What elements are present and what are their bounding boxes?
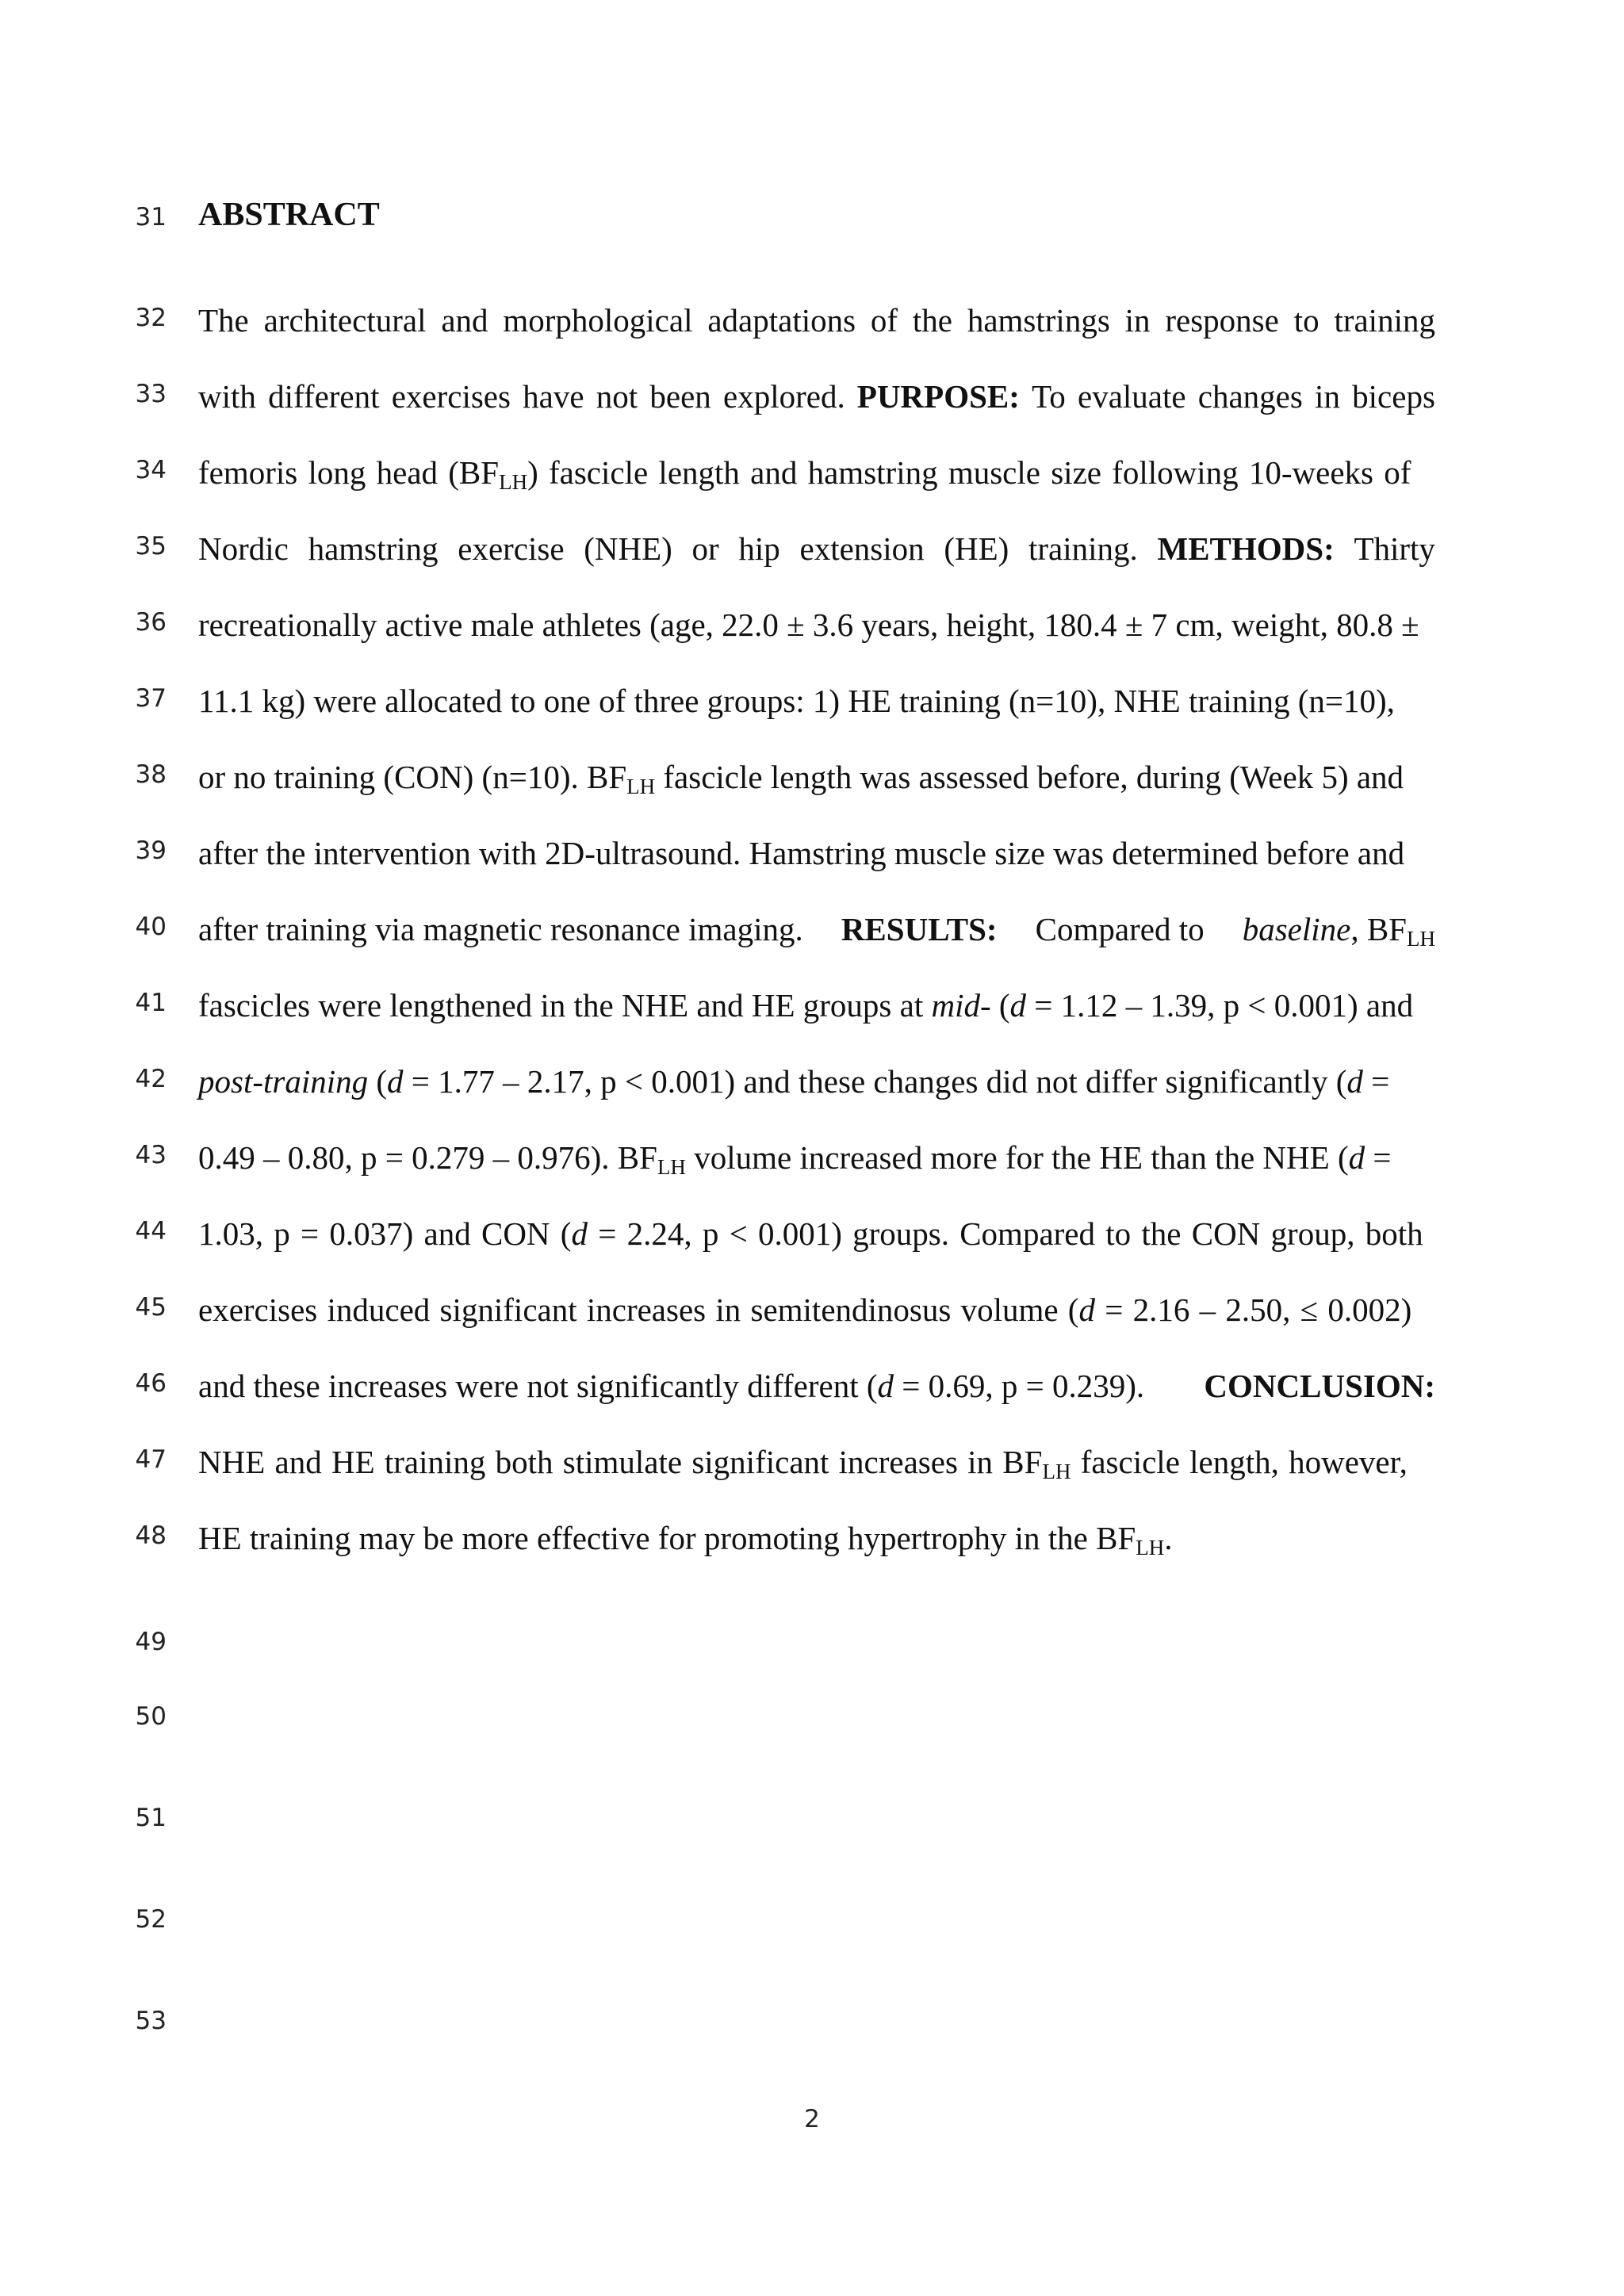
abstract-line (198, 685, 1435, 718)
abstract-line (198, 609, 1435, 641)
text-run: exercises induced significant increases in semitendinosus volume ( (198, 1292, 1079, 1328)
abstract-line (198, 1215, 1435, 1252)
text-run: = 2.16 – 2.50, ≤ 0.002) (1094, 1292, 1412, 1328)
subscript: LH (499, 470, 528, 494)
line-number: 53 (135, 2007, 167, 2035)
abstract-line (198, 1522, 1435, 1559)
results-label: RESULTS: (841, 911, 998, 947)
text-run: after the intervention with 2D-ultrasound. Hamstring muscle size was determined before and (198, 835, 1405, 871)
word: exercise (458, 530, 565, 567)
word: (NHE) (584, 530, 672, 567)
line-number: 37 (135, 684, 167, 713)
word: changes (1197, 378, 1303, 415)
word: To (1032, 378, 1066, 415)
subscript: LH (657, 1155, 686, 1179)
word: explored. (723, 378, 845, 415)
word: hamstring (308, 530, 439, 567)
text-run: = 2.24, p < 0.001) groups. Compared to the CON group, both (587, 1215, 1423, 1252)
word: in (1315, 378, 1340, 415)
line-number: 43 (135, 1141, 167, 1169)
text-run: femoris long head (BF (198, 454, 500, 491)
text-run: = (1362, 1063, 1390, 1100)
abstract-line (198, 454, 1435, 494)
line-number: 51 (135, 1804, 167, 1832)
word: Nordic (198, 530, 289, 567)
subscript: LH (1406, 927, 1435, 951)
line-number: 31 (135, 203, 167, 232)
section-heading: ABSTRACT (198, 197, 380, 233)
text-run: after training via magnetic resonance imaging. (198, 911, 803, 947)
text-run: 0.49 – 0.80, p = 0.279 – 0.976). BF (198, 1139, 657, 1176)
word: training. (1028, 530, 1138, 567)
text-run: Compared to (1035, 911, 1205, 947)
word: not (596, 378, 638, 415)
abstract-line (198, 989, 1435, 1022)
line-number: 40 (135, 913, 167, 941)
line-number: 33 (135, 380, 167, 408)
abstract-line (198, 761, 1435, 798)
abstract-line (198, 1139, 1435, 1179)
word: architectural (263, 302, 427, 339)
italic-term: post-training (198, 1063, 369, 1100)
word: hip (738, 530, 780, 567)
text-run: NHE and HE training both stimulate significant increases in BF (198, 1444, 1043, 1480)
word: and (441, 302, 488, 339)
word: evaluate (1078, 378, 1186, 415)
text-run: 11.1 kg) were allocated to one of three groups: 1) HE training (n=10), NHE training (n=10), (198, 683, 1395, 719)
methods-label: METHODS: (1157, 530, 1335, 567)
word: biceps (1352, 378, 1435, 415)
subscript: LH (1136, 1536, 1165, 1559)
word: the (912, 302, 952, 339)
italic-term: d (387, 1063, 404, 1100)
line-number: 35 (135, 532, 167, 561)
italic-term: d (1009, 987, 1027, 1024)
italic-term: baseline (1242, 911, 1351, 947)
word: morphological (503, 302, 693, 339)
text-run: - ( (979, 987, 1010, 1024)
word: hamstrings (967, 302, 1110, 339)
italic-term: d (571, 1215, 588, 1252)
line-number: 49 (135, 1628, 167, 1656)
italic-term: d (1346, 1063, 1363, 1100)
subscript: LH (626, 775, 656, 798)
word: extension (799, 530, 925, 567)
text-run: = 1.12 – 1.39, p < 0.001) and (1026, 987, 1414, 1024)
word: response (1165, 302, 1279, 339)
text-run: ( (368, 1063, 388, 1100)
line-number: 48 (135, 1521, 167, 1550)
word: The (198, 302, 249, 339)
word: exercises (391, 378, 511, 415)
italic-term: d (1078, 1292, 1095, 1328)
text-run: , BF (1350, 911, 1407, 947)
italic-term: mid (931, 987, 980, 1024)
word: with (198, 378, 256, 415)
purpose-label: PURPOSE: (856, 378, 1020, 415)
line-number: 50 (135, 1702, 167, 1731)
text-run: recreationally active male athletes (age, 22.0 ± 3.6 years, height, 180.4 ± 7 cm, weight, 80.8 ± (198, 607, 1419, 643)
text-run: and these increases were not significantly different ( (198, 1368, 878, 1404)
text-run: = 0.69, p = 0.239). (894, 1368, 1145, 1404)
abstract-line (198, 1294, 1435, 1326)
word: adaptations (707, 302, 856, 339)
line-number: 36 (135, 608, 167, 637)
line-number: 45 (135, 1293, 167, 1322)
text-run: . (1164, 1520, 1173, 1556)
text-run: = (1365, 1139, 1392, 1176)
abstract-line (198, 1446, 1435, 1483)
word: in (1124, 302, 1151, 339)
word: to (1293, 302, 1320, 339)
italic-term: d (1348, 1139, 1365, 1176)
line-number: 38 (135, 760, 167, 789)
text-run: ) fascicle length and hamstring muscle size following 10-weeks of (527, 454, 1411, 491)
word: Thirty (1354, 530, 1435, 567)
line-number: 34 (135, 456, 167, 484)
text-run: fascicles were lengthened in the NHE and HE groups at (198, 987, 932, 1024)
line-number: 52 (135, 1905, 167, 1934)
conclusion-label: CONCLUSION: (1204, 1368, 1435, 1404)
text-run: fascicle length was assessed before, during (Week 5) and (655, 759, 1404, 795)
text-run: = 1.77 – 2.17, p < 0.001) and these changes did not differ significantly ( (403, 1063, 1347, 1100)
word: training (1334, 302, 1435, 339)
line-number: 39 (135, 836, 167, 865)
text-run: volume increased more for the HE than the NHE ( (685, 1139, 1349, 1176)
word: of (870, 302, 898, 339)
text-run: or no training (CON) (n=10). BF (198, 759, 627, 795)
abstract-line (198, 1063, 1435, 1100)
line-number: 42 (135, 1065, 167, 1093)
abstract-line (198, 837, 1435, 870)
line-number: 32 (135, 304, 167, 332)
text-group (1243, 913, 1435, 950)
text-run: 1.03, p = 0.037) and CON ( (198, 1215, 572, 1252)
word: been (649, 378, 711, 415)
italic-term: d (877, 1368, 894, 1404)
word: (HE) (944, 530, 1009, 567)
word: have (523, 378, 584, 415)
page-number: 2 (804, 2105, 820, 2133)
line-number: 41 (135, 989, 167, 1017)
abstract-line (198, 1370, 1435, 1402)
abstract-line (198, 530, 1435, 567)
word: different (268, 378, 380, 415)
text-run: fascicle length, however, (1071, 1444, 1408, 1480)
text-run: HE training may be more effective for promoting hypertrophy in the BF (198, 1520, 1136, 1556)
line-number: 47 (135, 1445, 167, 1474)
line-number: 44 (135, 1217, 167, 1246)
abstract-line (198, 304, 1435, 337)
abstract-line (198, 913, 1435, 950)
text-group (198, 1370, 1144, 1402)
subscript: LH (1042, 1460, 1071, 1483)
abstract-line (198, 378, 1435, 415)
line-number: 46 (135, 1369, 167, 1398)
word: or (691, 530, 719, 567)
